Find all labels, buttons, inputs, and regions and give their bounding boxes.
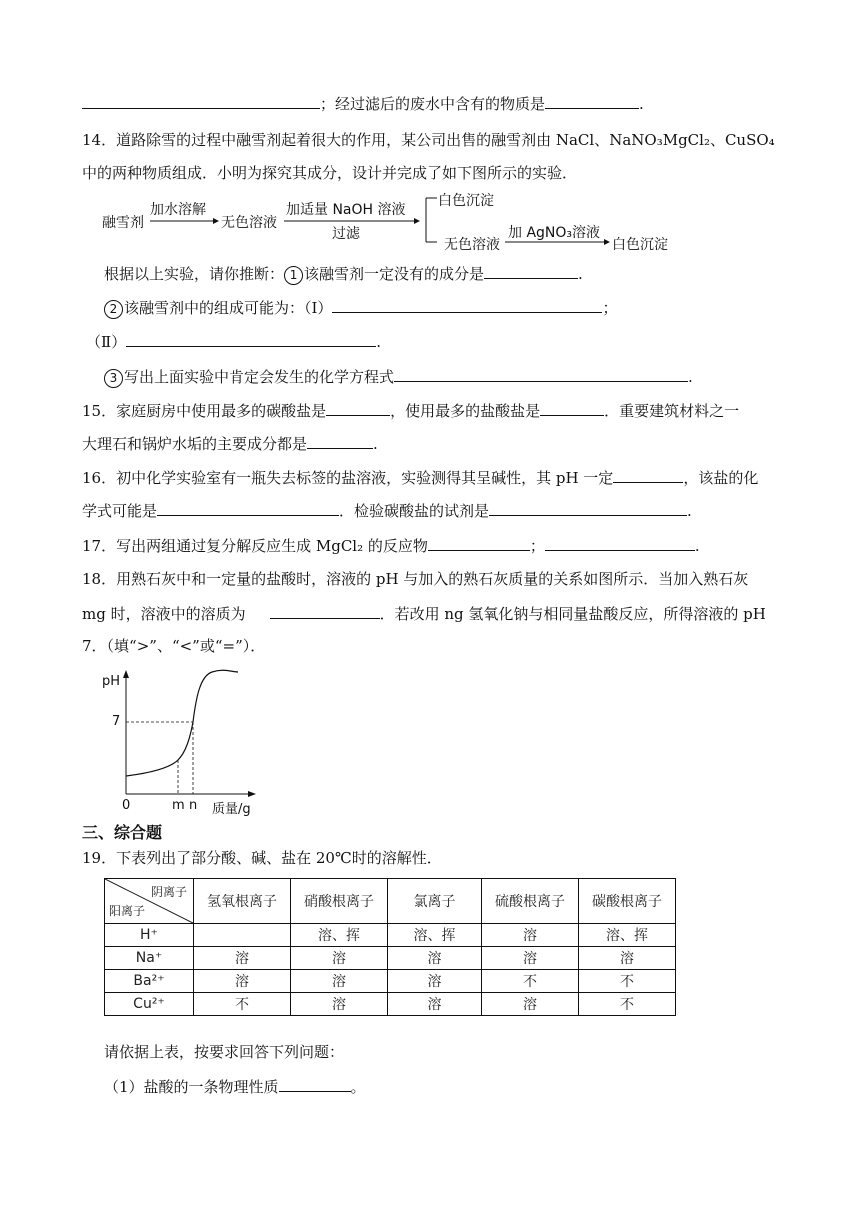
table-cell: 溶 xyxy=(291,970,388,993)
flow-step2-bottom: 过滤 xyxy=(332,226,360,242)
flow-branch-bottom: 无色溶液 xyxy=(444,237,500,253)
table-cell: 不 xyxy=(579,970,676,993)
answer-blank[interactable] xyxy=(428,535,530,551)
column-header: 硫酸根离子 xyxy=(482,879,579,924)
table-cell: 溶 xyxy=(482,947,579,970)
answer-blank[interactable] xyxy=(540,400,604,416)
experiment-flowchart xyxy=(100,190,720,254)
y-tick-7: 7 xyxy=(112,714,121,729)
circled-number: 3 xyxy=(104,369,123,388)
q17-line: 17．写出两组通过复分解反应生成 MgCl₂ 的反应物 ； . xyxy=(82,537,700,555)
row-ion: Na⁺ xyxy=(105,947,194,970)
q14-line1: 14．道路除雪的过程中融雪剂起着很大的作用，某公司出售的融雪剂由 NaCl、NaNO₃MgCl₂、CuSO₄ xyxy=(82,131,775,149)
answer-blank[interactable] xyxy=(394,366,688,382)
corner-cell xyxy=(105,879,194,924)
flow-mid: 无色溶液 xyxy=(221,215,277,231)
table-cell: 溶 xyxy=(194,970,291,993)
table-cell: 溶 xyxy=(388,993,482,1016)
answer-blank[interactable] xyxy=(489,500,687,516)
q16-line1: 16．初中化学实验室有一瓶失去标签的盐溶液，实验测得其呈碱性，其 pH 一定 ，该盐的化 xyxy=(82,469,759,487)
row-ion: Cu²⁺ xyxy=(105,993,194,1016)
answer-blank[interactable] xyxy=(484,263,578,279)
x-tick-m: m xyxy=(172,798,185,813)
q15-line2: 大理石和锅炉水垢的主要成分都是 . xyxy=(82,435,378,453)
table-row xyxy=(105,970,676,993)
column-header: 氯离子 xyxy=(388,879,482,924)
flow-step2-top: 加适量 NaOH 溶液 xyxy=(286,202,406,218)
table-cell: 溶 xyxy=(579,947,676,970)
column-header: 碳酸根离子 xyxy=(579,879,676,924)
q14-part1: 根据以上实验，请你推断： 1 该融雪剂一定没有的成分是 . xyxy=(104,265,583,283)
table-cell: 溶 xyxy=(291,993,388,1016)
row-ion: H⁺ xyxy=(105,924,194,947)
q13-tail: ；经过滤后的废水中含有的物质是 . xyxy=(82,93,644,114)
q19-sub1: （1）盐酸的一条物理性质 。 xyxy=(104,1078,366,1096)
answer-blank[interactable] xyxy=(545,93,639,109)
column-header: 氢氧根离子 xyxy=(194,879,291,924)
answer-blank[interactable] xyxy=(613,467,683,483)
table-cell: 不 xyxy=(194,993,291,1016)
column-header: 硝酸根离子 xyxy=(291,879,388,924)
flow-start: 融雪剂 xyxy=(102,215,144,231)
corner-bottom-label: 阳离子 xyxy=(109,904,146,918)
answer-blank[interactable] xyxy=(270,603,380,619)
q14-line2: 中的两种物质组成．小明为探究其成分，设计并完成了如下图所示的实验． xyxy=(82,164,578,182)
answer-blank[interactable] xyxy=(157,500,339,516)
table-cell: 溶 xyxy=(291,947,388,970)
table-cell: 溶 xyxy=(482,924,579,947)
q18-line2: mg 时，溶液中的溶质为 ．若改用 ng 氢氧化钠与相同量盐酸反应，所得溶液的 pH xyxy=(82,605,766,623)
q18-line3: 7．（填“>”、“<”或“=”）． xyxy=(82,637,266,655)
table-cell: 溶、挥 xyxy=(579,924,676,947)
x-axis-label: 质量/g xyxy=(212,802,251,817)
flow-step1: 加水溶解 xyxy=(150,202,206,218)
answer-blank[interactable] xyxy=(82,93,320,109)
q15-line1: 15．家庭厨房中使用最多的碳酸盐是 ，使用最多的盐酸盐是 ．重要建筑材料之一 xyxy=(82,402,740,420)
circled-number: 1 xyxy=(284,266,303,285)
answer-blank[interactable] xyxy=(545,535,695,551)
corner-top-label: 阴离子 xyxy=(150,885,187,899)
flow-step3: 加 AgNO₃溶液 xyxy=(508,225,601,241)
x-tick-n: n xyxy=(189,798,198,813)
answer-blank[interactable] xyxy=(279,1076,351,1092)
origin-label: 0 xyxy=(122,798,131,813)
table-cell: 溶、挥 xyxy=(291,924,388,947)
flow-end: 白色沉淀 xyxy=(612,237,668,253)
circled-number: 2 xyxy=(104,300,123,319)
table-cell: 不 xyxy=(482,970,579,993)
ph-curve-svg xyxy=(100,668,290,818)
table-cell: 溶 xyxy=(482,993,579,1016)
answer-blank[interactable] xyxy=(326,400,390,416)
ph-curve-figure xyxy=(100,668,290,818)
answer-blank[interactable] xyxy=(307,433,373,449)
table-cell xyxy=(194,924,291,947)
y-axis-label: pH xyxy=(102,674,121,689)
table-cell: 溶 xyxy=(388,970,482,993)
table-cell: 不 xyxy=(579,993,676,1016)
q16-line2: 学式可能是 ．检验碳酸盐的试剂是 . xyxy=(82,502,692,520)
q14-part2: 2 该融雪剂中的组成可能为：（Ⅰ） ； xyxy=(104,297,617,319)
section-heading: 三、综合题 xyxy=(82,823,163,842)
q19-prompt: 请依据上表，按要求回答下列问题： xyxy=(104,1043,345,1061)
solubility-table xyxy=(104,878,676,1016)
q14-part3: 3 写出上面实验中肯定会发生的化学方程式 . xyxy=(104,366,693,388)
q19-intro: 19．下表列出了部分酸、碱、盐在 20℃时的溶解性． xyxy=(82,849,442,867)
table-header-row xyxy=(105,879,676,924)
row-ion: Ba²⁺ xyxy=(105,970,194,993)
table-row xyxy=(105,924,676,947)
table-row xyxy=(105,947,676,970)
table-row xyxy=(105,993,676,1016)
table-cell: 溶 xyxy=(194,947,291,970)
q18-line1: 18．用熟石灰中和一定量的盐酸时，溶液的 pH 与加入的熟石灰质量的关系如图所示．当加入熟石灰 xyxy=(82,570,749,588)
table-cell: 溶 xyxy=(388,947,482,970)
flow-branch-top: 白色沉淀 xyxy=(438,193,494,209)
answer-blank[interactable] xyxy=(332,297,602,313)
table-cell: 溶、挥 xyxy=(388,924,482,947)
q14-part2b: （Ⅱ） . xyxy=(86,333,381,351)
answer-blank[interactable] xyxy=(126,331,376,347)
